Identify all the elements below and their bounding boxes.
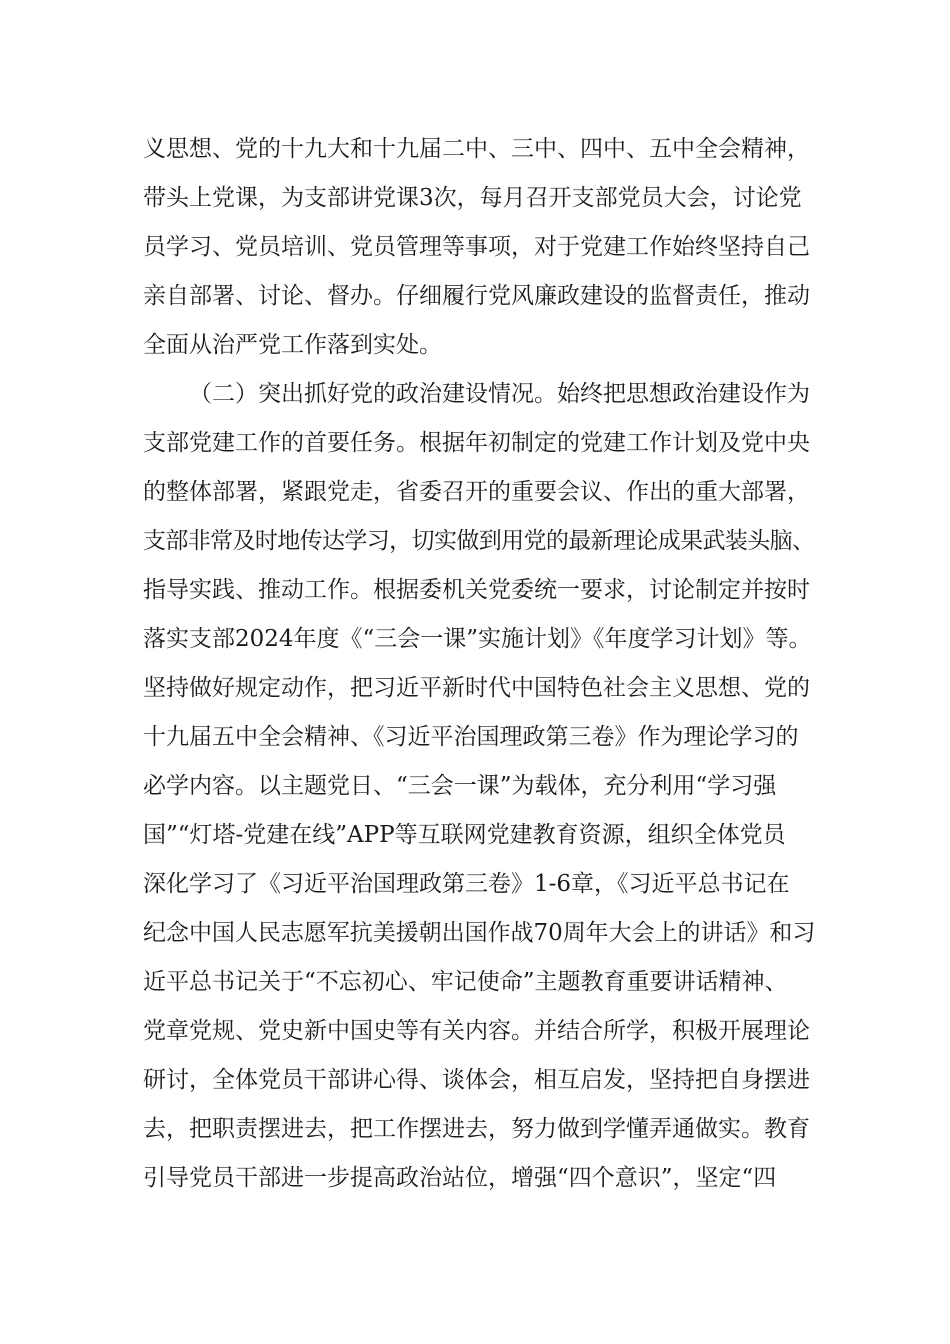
text-line: 义思想、党的十九大和十九届二中、三中、四中、五中全会精神，	[143, 136, 810, 162]
text-line: 近平总书记关于“不忘初心、牢记使命”主题教育重要讲话精神、	[143, 969, 788, 995]
text-line: 去，把职责摆进去，把工作摆进去，努力做到学懂弄通做实。教育	[143, 1116, 810, 1142]
text-line: 带头上党课，为支部讲党课3次，每月召开支部党员大会，讨论党	[143, 185, 802, 211]
text-line: 必学内容。以主题党日、“三会一课”为载体，充分利用“学习强	[143, 773, 777, 799]
text-line: 纪念中国人民志愿军抗美援朝出国作战70周年大会上的讲话》和习	[143, 920, 816, 946]
text-line: 深化学习了《习近平治国理政第三卷》1-6章，《习近平总书记在	[143, 871, 790, 897]
text-line: 指导实践、推动工作。根据委机关党委统一要求，讨论制定并按时	[143, 577, 810, 603]
body-text	[143, 132, 816, 1210]
text-line: 员学习、党员培训、党员管理等事项，对于党建工作始终坚持自己	[143, 234, 810, 260]
text-line: 引导党员干部进一步提高政治站位，增强“四个意识”，坚定“四	[143, 1165, 777, 1191]
text-line: 坚持做好规定动作，把习近平新时代中国特色社会主义思想、党的	[143, 675, 810, 701]
text-line: 落实支部2024年度《“三会一课”实施计划》《年度学习计划》等。	[143, 626, 812, 652]
text-line: 十九届五中全会精神、《习近平治国理政第三卷》作为理论学习的	[143, 724, 799, 750]
text-line: 党章党规、党史新中国史等有关内容。并结合所学，积极开展理论	[143, 1018, 810, 1044]
text-line: 的整体部署，紧跟党走，省委召开的重要会议、作出的重大部署，	[143, 479, 810, 505]
text-line: 支部非常及时地传达学习，切实做到用党的最新理论成果武装头脑、	[143, 528, 815, 554]
text-line: 国”“灯塔-党建在线”APP等互联网党建教育资源，组织全体党员	[143, 822, 786, 848]
paragraph-first-line: （二）突出抓好党的政治建设情况。始终把思想政治建设作为	[189, 381, 810, 407]
text-line: 亲自部署、讨论、督办。仔细履行党风廉政建设的监督责任，推动	[143, 283, 810, 309]
text-line: 支部党建工作的首要任务。根据年初制定的党建工作计划及党中央	[143, 430, 810, 456]
text-line: 研讨，全体党员干部讲心得、谈体会，相互启发，坚持把自身摆进	[143, 1067, 810, 1093]
text-line: 全面从治严党工作落到实处。	[143, 332, 442, 358]
